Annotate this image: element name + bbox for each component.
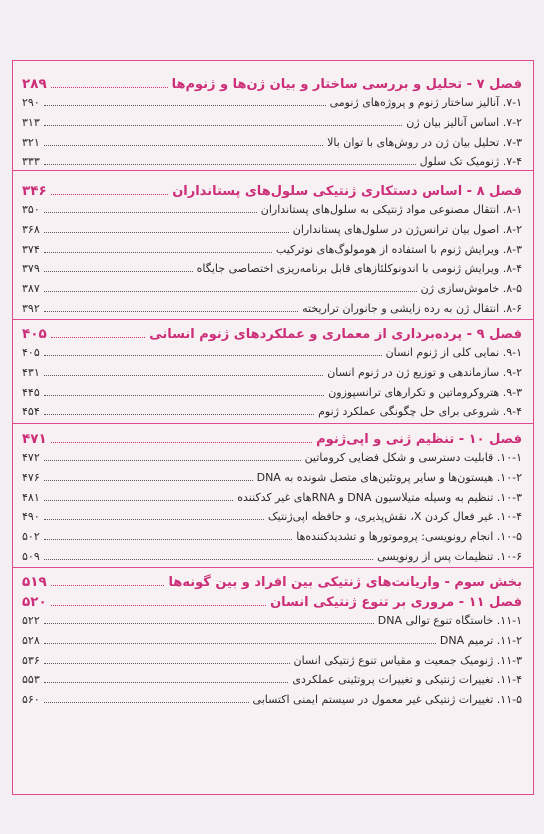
- chapter-page: ۳۴۶: [22, 183, 47, 199]
- entry-title: ۸-۵. خاموش‌سازی ژن: [420, 282, 522, 296]
- dot-leader: [44, 681, 289, 683]
- entry-page: ۳۸۷: [22, 282, 40, 296]
- dot-leader: [44, 622, 374, 624]
- dot-leader: [44, 104, 326, 106]
- entry-page: ۴۹۰: [22, 510, 40, 524]
- toc-entry[interactable]: [22, 203, 522, 223]
- toc-entry[interactable]: [22, 451, 522, 471]
- dot-leader: [44, 662, 290, 664]
- toc-entry[interactable]: [22, 693, 522, 713]
- toc-entry[interactable]: [22, 366, 522, 386]
- entry-title: ۸-۶. انتقال ژن به رده زایشی و جانوران تراریخته: [302, 301, 522, 315]
- toc-entry[interactable]: [22, 614, 522, 634]
- dot-leader: [44, 558, 373, 560]
- chapter-9: [22, 326, 522, 425]
- entry-page: ۴۰۵: [22, 346, 40, 359]
- dot-leader: [44, 124, 403, 126]
- entry-page: ۳۵۰: [22, 203, 40, 216]
- entry-title: ۱۰-۵. انجام رونویسی: پروموتورها و تشدیدکننده‌ها: [296, 530, 522, 544]
- dot-leader: [51, 193, 168, 195]
- toc-entry[interactable]: [22, 386, 522, 406]
- toc-entry[interactable]: [22, 155, 522, 175]
- chapter-title: فصل ۸ - اساس دستکاری ژنتیکی سلول‌های پستانداران: [172, 184, 522, 199]
- toc-entry[interactable]: [22, 510, 522, 530]
- dot-leader: [44, 642, 436, 644]
- entry-title: ۱۱-۲. ترمیم DNA: [439, 633, 522, 647]
- entry-page: ۴۷۶: [22, 470, 40, 484]
- entry-title: ۷-۲. اساس آنالیز بیان ژن: [406, 115, 522, 129]
- entry-page: ۵۲۸: [22, 633, 40, 647]
- chapter-page: ۲۸۹: [22, 76, 47, 92]
- entry-page: ۲۹۰: [22, 96, 40, 109]
- entry-title: ۷-۴. ژنومیک تک سلول: [419, 155, 522, 169]
- chapter-page: ۴۷۱: [22, 431, 47, 447]
- entry-page: ۵۵۳: [22, 673, 40, 687]
- chapter-heading[interactable]: [22, 183, 522, 203]
- dot-leader: [44, 211, 257, 213]
- toc-entry[interactable]: [22, 673, 522, 693]
- chapter-title: فصل ۹ - پرده‌برداری از معماری و عملکردهای ژنوم انسانی: [149, 327, 522, 342]
- dot-leader: [51, 441, 312, 443]
- dot-leader: [44, 413, 314, 415]
- toc-entry[interactable]: [22, 243, 522, 263]
- dot-leader: [44, 499, 234, 501]
- chapter-title: فصل ۷ - تحلیل و بررسی ساختار و بیان ژن‌ها و ژنوم‌ها: [171, 77, 522, 92]
- entry-title: ۹-۴. شروعی برای حل چگونگی عملکرد ژنوم: [318, 405, 522, 419]
- toc-entry[interactable]: [22, 471, 522, 491]
- entry-title: ۱۰-۳. تنظیم به وسیله متیلاسیون DNA و RNAهای غیر کدکننده: [237, 490, 522, 504]
- toc-entry[interactable]: [22, 136, 522, 156]
- entry-page: ۵۳۶: [22, 653, 40, 667]
- chapter-10: [22, 431, 522, 570]
- entry-page: ۴۵۴: [22, 405, 40, 419]
- entry-page: ۴۴۵: [22, 385, 40, 399]
- dot-leader: [51, 584, 165, 586]
- part-title: بخش سوم - واریانت‌های ژنتیکی بین افراد و بین گونه‌ها: [168, 575, 522, 590]
- entry-title: ۷-۱. آنالیز ساختار ژنوم و پروژه‌های ژنومی: [329, 96, 522, 109]
- entry-title: ۱۰-۱. قابلیت دسترسی و شکل فضایی کروماتین: [304, 451, 522, 464]
- entry-title: ۹-۲. سازماندهی و توزیع ژن در ژنوم انسان: [327, 365, 522, 379]
- dot-leader: [51, 336, 146, 338]
- entry-title: ۹-۳. هتروکروماتین و تکرارهای ترانسپوزون: [328, 385, 522, 399]
- toc-entry[interactable]: [22, 282, 522, 302]
- dot-leader: [44, 290, 417, 292]
- dot-leader: [44, 231, 289, 233]
- entry-page: ۴۷۲: [22, 451, 40, 464]
- toc-entry[interactable]: [22, 654, 522, 674]
- entry-title: ۱۰-۴. غیر فعال کردن X، نقش‌پذیری، و حافظه اپی‌ژنتیک: [267, 510, 522, 524]
- toc-entry[interactable]: [22, 223, 522, 243]
- chapter-page: ۵۲۰: [22, 594, 47, 610]
- chapter-7: [22, 76, 522, 175]
- entry-title: ۸-۱. انتقال مصنوعی مواد ژنتیکی به سلول‌های پستانداران: [260, 203, 522, 216]
- toc-entry[interactable]: [22, 262, 522, 282]
- toc-entry[interactable]: [22, 530, 522, 550]
- dot-leader: [44, 270, 193, 272]
- dot-leader: [44, 459, 301, 461]
- dot-leader: [44, 354, 382, 356]
- entry-page: ۳۹۲: [22, 301, 40, 315]
- toc-entry[interactable]: [22, 405, 522, 425]
- toc-entry[interactable]: [22, 634, 522, 654]
- chapter-8: [22, 183, 522, 322]
- entry-page: ۴۳۱: [22, 365, 40, 379]
- entry-title: ۱۱-۳. ژنومیک جمعیت و مقیاس تنوع ژنتیکی انسان: [293, 653, 522, 667]
- dot-leader: [51, 86, 168, 88]
- entry-page: ۳۶۸: [22, 222, 40, 236]
- entry-title: ۸-۴. ویرایش ژنومی با اندونوکلئازهای قابل برنامه‌ریزی اختصاصی جایگاه: [196, 262, 522, 276]
- entry-page: ۴۸۱: [22, 490, 40, 504]
- part-page: ۵۱۹: [22, 574, 47, 590]
- entry-page: ۵۰۲: [22, 530, 40, 544]
- toc-entry[interactable]: [22, 302, 522, 322]
- dot-leader: [44, 394, 324, 396]
- dot-leader: [44, 538, 292, 540]
- dot-leader: [44, 374, 323, 376]
- dot-leader: [44, 701, 249, 703]
- entry-title: ۱۰-۲. هیستون‌ها و سایر پروتئین‌های متصل شونده به DNA: [256, 470, 522, 484]
- dot-leader: [51, 604, 266, 606]
- dot-leader: [44, 144, 323, 146]
- toc-entry[interactable]: [22, 491, 522, 511]
- entry-title: ۱۱-۴. تغییرات ژنتیکی و تغییرات پروتئینی عملکردی: [292, 673, 522, 687]
- toc-entry[interactable]: [22, 116, 522, 136]
- entry-title: ۱۱-۱. خاستگاه تنوع توالی DNA: [377, 614, 522, 627]
- entry-title: ۸-۳. ویرایش ژنوم با استفاده از هومولوگ‌های نوترکیب: [275, 242, 522, 256]
- chapter-heading[interactable]: [22, 326, 522, 346]
- chapter-page: ۴۰۵: [22, 326, 47, 342]
- entry-title: ۷-۳. تحلیل بیان ژن در روش‌های با توان بالا: [327, 135, 522, 149]
- entry-page: ۳۷۴: [22, 242, 40, 256]
- chapter-heading[interactable]: [22, 431, 522, 451]
- toc-entry[interactable]: [22, 346, 522, 366]
- entry-page: ۳۷۹: [22, 262, 40, 276]
- entry-title: ۱۰-۶. تنظیمات پس از رونویسی: [377, 549, 522, 563]
- dot-leader: [44, 518, 264, 520]
- dot-leader: [44, 251, 272, 253]
- entry-page: ۳۳۳: [22, 155, 40, 169]
- dot-leader: [44, 163, 416, 165]
- entry-page: ۵۲۲: [22, 614, 40, 627]
- entry-page: ۵۰۹: [22, 549, 40, 563]
- entry-title: ۸-۲. اصول بیان ترانس‌ژن در سلول‌های پستانداران: [292, 222, 522, 236]
- part-3: [22, 574, 522, 713]
- toc-entry[interactable]: [22, 96, 522, 116]
- chapter-title: فصل ۱۰ - تنظیم ژنی و اپی‌ژنوم: [316, 432, 522, 447]
- entry-page: ۵۶۰: [22, 693, 40, 707]
- dot-leader: [44, 479, 253, 481]
- chapter-title: فصل ۱۱ - مروری بر تنوع ژنتیکی انسان: [270, 595, 522, 610]
- chapter-heading[interactable]: [22, 76, 522, 96]
- dot-leader: [44, 310, 298, 312]
- part-heading[interactable]: [22, 574, 522, 594]
- toc-entry[interactable]: [22, 550, 522, 570]
- entry-title: ۹-۱. نمایی کلی از ژنوم انسان: [385, 346, 522, 359]
- entry-title: ۱۱-۵. تغییرات ژنتیکی غیر معمول در سیستم ایمنی اکتسابی: [252, 693, 522, 707]
- chapter-heading[interactable]: [22, 594, 522, 614]
- entry-page: ۳۱۳: [22, 115, 40, 129]
- entry-page: ۳۲۱: [22, 135, 40, 149]
